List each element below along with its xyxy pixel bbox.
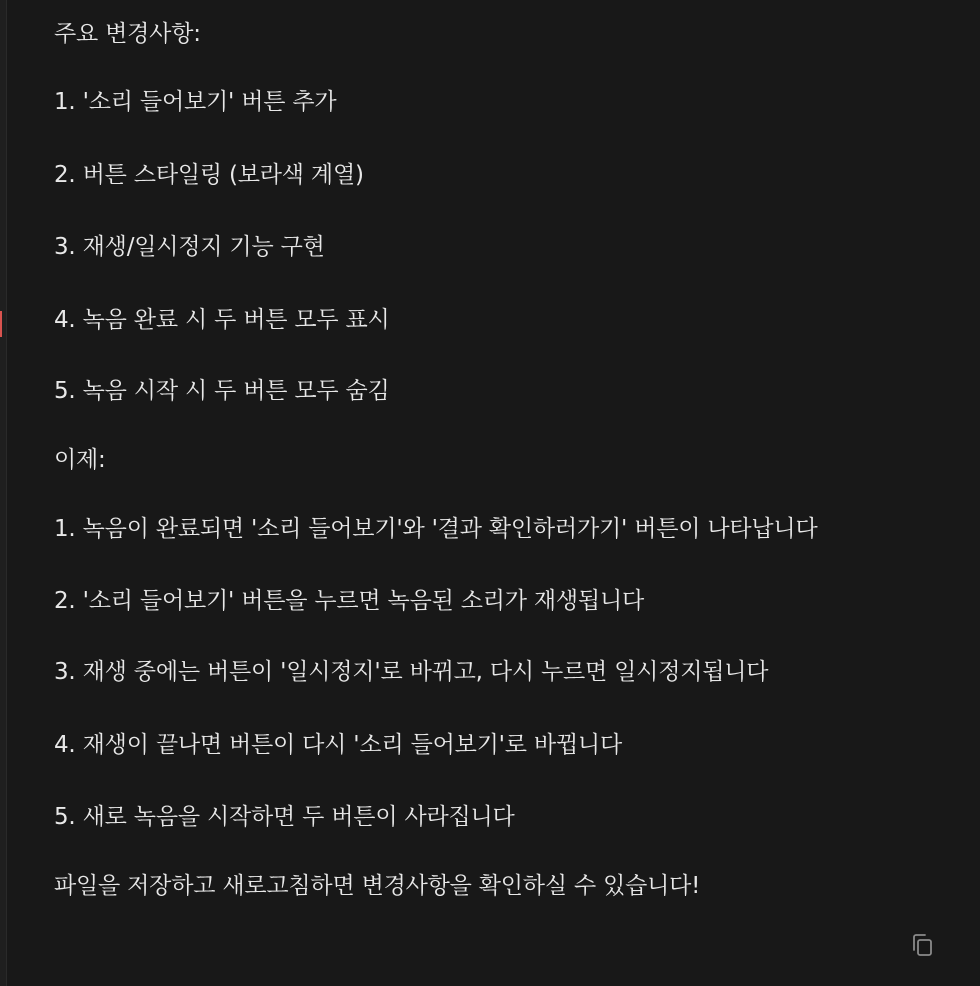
left-gutter — [0, 0, 7, 986]
gutter-marker — [0, 311, 2, 337]
change-item: 5. 녹음 시작 시 두 버튼 모두 숨김 — [54, 378, 390, 404]
now-heading: 이제: — [54, 447, 106, 473]
changes-heading: 주요 변경사항: — [54, 21, 201, 47]
change-item: 4. 녹음 완료 시 두 버튼 모두 표시 — [54, 307, 390, 333]
closing-text: 파일을 저장하고 새로고침하면 변경사항을 확인하실 수 있습니다! — [54, 873, 701, 899]
change-item: 3. 재생/일시정지 기능 구현 — [54, 234, 325, 260]
change-item: 1. '소리 들어보기' 버튼 추가 — [54, 89, 337, 115]
change-item: 2. 버튼 스타일링 (보라색 계열) — [54, 162, 364, 188]
copy-icon — [910, 932, 936, 960]
copy-button[interactable] — [910, 932, 936, 960]
behavior-item: 2. '소리 들어보기' 버튼을 누르면 녹음된 소리가 재생됩니다 — [54, 588, 644, 614]
behavior-item: 1. 녹음이 완료되면 '소리 들어보기'와 '결과 확인하러가기' 버튼이 나타납니다 — [54, 516, 818, 542]
behavior-item: 3. 재생 중에는 버튼이 '일시정지'로 바뀌고, 다시 누르면 일시정지됩니다 — [54, 659, 769, 685]
behavior-item: 4. 재생이 끝나면 버튼이 다시 '소리 들어보기'로 바뀝니다 — [54, 732, 622, 758]
behavior-item: 5. 새로 녹음을 시작하면 두 버튼이 사라집니다 — [54, 804, 515, 830]
